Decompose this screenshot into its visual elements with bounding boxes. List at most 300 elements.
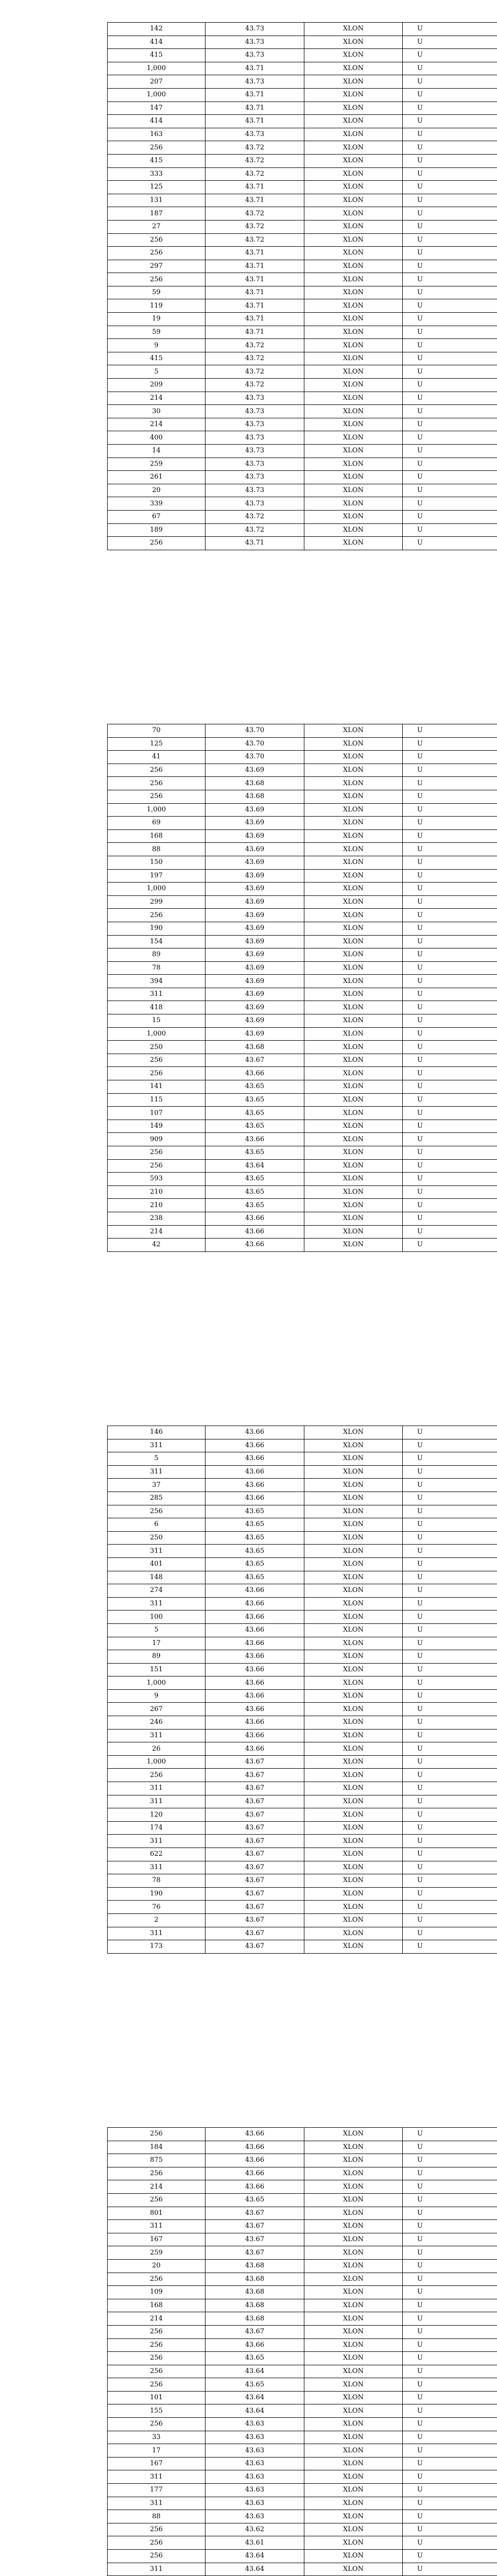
price-cell: 43.70 bbox=[205, 737, 304, 751]
venue-cell: XLON bbox=[304, 751, 403, 764]
price-cell: 43.66 bbox=[205, 1492, 304, 1505]
quantity-cell: 210 bbox=[108, 1199, 205, 1212]
extra-cell: U bbox=[403, 141, 497, 155]
table-row bbox=[108, 1239, 497, 1252]
extra-cell: U bbox=[403, 2404, 497, 2418]
venue-cell: XLON bbox=[304, 313, 403, 326]
venue-cell: XLON bbox=[304, 829, 403, 843]
price-cell: 43.73 bbox=[205, 418, 304, 431]
extra-cell: U bbox=[403, 484, 497, 497]
quantity-cell: 210 bbox=[108, 1185, 205, 1199]
quantity-cell: 125 bbox=[108, 737, 205, 751]
quantity-cell: 259 bbox=[108, 457, 205, 471]
venue-cell: XLON bbox=[304, 2273, 403, 2286]
quantity-cell: 214 bbox=[108, 2312, 205, 2326]
quantity-cell: 909 bbox=[108, 1133, 205, 1146]
table-row bbox=[108, 1041, 497, 1054]
price-cell: 43.69 bbox=[205, 803, 304, 817]
extra-cell: U bbox=[403, 365, 497, 379]
price-cell: 43.69 bbox=[205, 829, 304, 843]
venue-cell: XLON bbox=[304, 1782, 403, 1795]
extra-cell: U bbox=[403, 1637, 497, 1650]
venue-cell: XLON bbox=[304, 405, 403, 418]
price-cell: 43.66 bbox=[205, 2338, 304, 2352]
quantity-cell: 187 bbox=[108, 207, 205, 221]
price-cell: 43.71 bbox=[205, 260, 304, 273]
venue-cell: XLON bbox=[304, 1212, 403, 1225]
price-cell: 43.65 bbox=[205, 1120, 304, 1133]
table-row bbox=[108, 1054, 497, 1067]
extra-cell: U bbox=[403, 1239, 497, 1252]
venue-cell: XLON bbox=[304, 1835, 403, 1848]
quantity-cell: 311 bbox=[108, 1927, 205, 1940]
table-row bbox=[108, 233, 497, 247]
extra-cell: U bbox=[403, 1729, 497, 1742]
extra-cell: U bbox=[403, 286, 497, 299]
price-cell: 43.67 bbox=[205, 1940, 304, 1954]
venue-cell: XLON bbox=[304, 1637, 403, 1650]
venue-cell: XLON bbox=[304, 1676, 403, 1690]
quantity-cell: 30 bbox=[108, 405, 205, 418]
price-cell: 43.65 bbox=[205, 2378, 304, 2392]
venue-cell: XLON bbox=[304, 379, 403, 392]
price-cell: 43.71 bbox=[205, 181, 304, 194]
table-row bbox=[108, 88, 497, 101]
price-cell: 43.67 bbox=[205, 1795, 304, 1808]
venue-cell: XLON bbox=[304, 2431, 403, 2444]
extra-cell: U bbox=[403, 1808, 497, 1822]
extra-cell: U bbox=[403, 339, 497, 352]
venue-cell: XLON bbox=[304, 445, 403, 458]
table-row bbox=[108, 379, 497, 392]
price-cell: 43.65 bbox=[205, 1557, 304, 1571]
venue-cell: XLON bbox=[304, 2207, 403, 2220]
quantity-cell: 207 bbox=[108, 75, 205, 89]
quantity-cell: 311 bbox=[108, 1439, 205, 1452]
venue-cell: XLON bbox=[304, 1014, 403, 1028]
venue-cell: XLON bbox=[304, 115, 403, 128]
quantity-cell: 1,000 bbox=[108, 62, 205, 75]
venue-cell: XLON bbox=[304, 909, 403, 922]
table-row bbox=[108, 1821, 497, 1835]
table-row bbox=[108, 36, 497, 49]
table-row bbox=[108, 1027, 497, 1041]
quantity-cell: 149 bbox=[108, 1120, 205, 1133]
extra-cell: U bbox=[403, 2193, 497, 2207]
table-row bbox=[108, 1133, 497, 1146]
quantity-cell: 875 bbox=[108, 2154, 205, 2167]
quantity-cell: 311 bbox=[108, 1545, 205, 1558]
table-row bbox=[108, 1597, 497, 1611]
quantity-cell: 256 bbox=[108, 1769, 205, 1782]
extra-cell: U bbox=[403, 883, 497, 896]
extra-cell: U bbox=[403, 2246, 497, 2260]
table-row bbox=[108, 1557, 497, 1571]
venue-cell: XLON bbox=[304, 1611, 403, 1624]
quantity-cell: 5 bbox=[108, 365, 205, 379]
extra-cell: U bbox=[403, 471, 497, 484]
price-cell: 43.66 bbox=[205, 1584, 304, 1598]
price-cell: 43.63 bbox=[205, 2457, 304, 2470]
price-cell: 43.67 bbox=[205, 1913, 304, 1927]
extra-cell: U bbox=[403, 2273, 497, 2286]
extra-cell: U bbox=[403, 1874, 497, 1888]
venue-cell: XLON bbox=[304, 207, 403, 221]
table-row bbox=[108, 975, 497, 988]
venue-cell: XLON bbox=[304, 948, 403, 962]
venue-cell: XLON bbox=[304, 1199, 403, 1212]
extra-cell: U bbox=[403, 1835, 497, 1848]
venue-cell: XLON bbox=[304, 1755, 403, 1769]
trade-table-4 bbox=[107, 2127, 497, 2576]
price-cell: 43.66 bbox=[205, 1689, 304, 1703]
price-cell: 43.69 bbox=[205, 764, 304, 777]
table-row bbox=[108, 948, 497, 962]
extra-cell: U bbox=[403, 2418, 497, 2431]
extra-cell: U bbox=[403, 167, 497, 181]
venue-cell: XLON bbox=[304, 2180, 403, 2194]
quantity-cell: 256 bbox=[108, 2325, 205, 2338]
trade-table-body bbox=[108, 1426, 497, 1954]
venue-cell: XLON bbox=[304, 194, 403, 207]
table-row bbox=[108, 1426, 497, 1439]
extra-cell: U bbox=[403, 457, 497, 471]
venue-cell: XLON bbox=[304, 62, 403, 75]
quantity-cell: 400 bbox=[108, 431, 205, 445]
extra-cell: U bbox=[403, 1821, 497, 1835]
table-row bbox=[108, 2312, 497, 2326]
table-row bbox=[108, 1146, 497, 1160]
price-cell: 43.66 bbox=[205, 1623, 304, 1637]
quantity-cell: 125 bbox=[108, 181, 205, 194]
extra-cell: U bbox=[403, 445, 497, 458]
extra-cell: U bbox=[403, 510, 497, 523]
extra-cell: U bbox=[403, 431, 497, 445]
extra-cell: U bbox=[403, 537, 497, 550]
venue-cell: XLON bbox=[304, 2141, 403, 2154]
quantity-cell: 414 bbox=[108, 115, 205, 128]
quantity-cell: 256 bbox=[108, 537, 205, 550]
venue-cell: XLON bbox=[304, 1120, 403, 1133]
extra-cell: U bbox=[403, 1795, 497, 1808]
venue-cell: XLON bbox=[304, 1623, 403, 1637]
table-row bbox=[108, 2536, 497, 2550]
table-row bbox=[108, 1001, 497, 1014]
table-row bbox=[108, 2470, 497, 2484]
price-cell: 43.67 bbox=[205, 1861, 304, 1874]
venue-cell: XLON bbox=[304, 2457, 403, 2470]
venue-cell: XLON bbox=[304, 883, 403, 896]
quantity-cell: 1,000 bbox=[108, 88, 205, 101]
price-cell: 43.64 bbox=[205, 2550, 304, 2563]
price-cell: 43.61 bbox=[205, 2536, 304, 2550]
table-row bbox=[108, 1452, 497, 1466]
table-row bbox=[108, 1676, 497, 1690]
extra-cell: U bbox=[403, 1120, 497, 1133]
extra-cell: U bbox=[403, 2365, 497, 2378]
table-row bbox=[108, 2444, 497, 2458]
price-cell: 43.64 bbox=[205, 1159, 304, 1173]
table-row bbox=[108, 2233, 497, 2246]
table-row bbox=[108, 1901, 497, 1914]
quantity-cell: 311 bbox=[108, 2470, 205, 2484]
price-cell: 43.73 bbox=[205, 445, 304, 458]
price-cell: 43.68 bbox=[205, 2273, 304, 2286]
venue-cell: XLON bbox=[304, 2444, 403, 2458]
table-row bbox=[108, 790, 497, 803]
extra-cell: U bbox=[403, 2128, 497, 2141]
extra-cell: U bbox=[403, 1703, 497, 1716]
price-cell: 43.69 bbox=[205, 988, 304, 1001]
table-row bbox=[108, 2273, 497, 2286]
venue-cell: XLON bbox=[304, 2312, 403, 2326]
venue-cell: XLON bbox=[304, 1571, 403, 1584]
table-row bbox=[108, 167, 497, 181]
table-row bbox=[108, 1584, 497, 1598]
venue-cell: XLON bbox=[304, 365, 403, 379]
price-cell: 43.65 bbox=[205, 1093, 304, 1107]
price-cell: 43.73 bbox=[205, 405, 304, 418]
table-row bbox=[108, 194, 497, 207]
quantity-cell: 256 bbox=[108, 909, 205, 922]
price-cell: 43.66 bbox=[205, 1479, 304, 1492]
extra-cell: U bbox=[403, 497, 497, 511]
venue-cell: XLON bbox=[304, 1729, 403, 1742]
quantity-cell: 311 bbox=[108, 988, 205, 1001]
quantity-cell: 246 bbox=[108, 1716, 205, 1730]
quantity-cell: 5 bbox=[108, 1623, 205, 1637]
price-cell: 43.73 bbox=[205, 457, 304, 471]
extra-cell: U bbox=[403, 2563, 497, 2576]
quantity-cell: 120 bbox=[108, 1808, 205, 1822]
quantity-cell: 177 bbox=[108, 2484, 205, 2497]
extra-cell: U bbox=[403, 2286, 497, 2299]
price-cell: 43.67 bbox=[205, 1769, 304, 1782]
extra-cell: U bbox=[403, 1041, 497, 1054]
quantity-cell: 333 bbox=[108, 167, 205, 181]
extra-cell: U bbox=[403, 1557, 497, 1571]
venue-cell: XLON bbox=[304, 2484, 403, 2497]
table-row bbox=[108, 286, 497, 299]
table-row bbox=[108, 299, 497, 313]
trade-table-2 bbox=[107, 724, 497, 1252]
table-row bbox=[108, 909, 497, 922]
price-cell: 43.63 bbox=[205, 2497, 304, 2510]
price-cell: 43.69 bbox=[205, 1014, 304, 1028]
table-row bbox=[108, 418, 497, 431]
table-row bbox=[108, 445, 497, 458]
quantity-cell: 119 bbox=[108, 299, 205, 313]
extra-cell: U bbox=[403, 1159, 497, 1173]
venue-cell: XLON bbox=[304, 233, 403, 247]
price-cell: 43.67 bbox=[205, 1927, 304, 1940]
table-row bbox=[108, 2404, 497, 2418]
extra-cell: U bbox=[403, 2510, 497, 2523]
extra-cell: U bbox=[403, 2220, 497, 2233]
extra-cell: U bbox=[403, 1887, 497, 1901]
price-cell: 43.67 bbox=[205, 1835, 304, 1848]
quantity-cell: 151 bbox=[108, 1663, 205, 1676]
quantity-cell: 5 bbox=[108, 1452, 205, 1466]
quantity-cell: 394 bbox=[108, 975, 205, 988]
extra-cell: U bbox=[403, 856, 497, 869]
extra-cell: U bbox=[403, 2378, 497, 2392]
quantity-cell: 297 bbox=[108, 260, 205, 273]
price-cell: 43.72 bbox=[205, 510, 304, 523]
price-cell: 43.67 bbox=[205, 2207, 304, 2220]
table-row bbox=[108, 2286, 497, 2299]
venue-cell: XLON bbox=[304, 101, 403, 115]
quantity-cell: 148 bbox=[108, 1571, 205, 1584]
quantity-cell: 299 bbox=[108, 895, 205, 909]
price-cell: 43.66 bbox=[205, 1426, 304, 1439]
price-cell: 43.66 bbox=[205, 2180, 304, 2194]
extra-cell: U bbox=[403, 2259, 497, 2273]
quantity-cell: 167 bbox=[108, 2233, 205, 2246]
venue-cell: XLON bbox=[304, 2470, 403, 2484]
table-row bbox=[108, 2325, 497, 2338]
venue-cell: XLON bbox=[304, 497, 403, 511]
table-row bbox=[108, 1887, 497, 1901]
table-row bbox=[108, 247, 497, 260]
table-row bbox=[108, 961, 497, 975]
extra-cell: U bbox=[403, 88, 497, 101]
quantity-cell: 41 bbox=[108, 751, 205, 764]
venue-cell: XLON bbox=[304, 36, 403, 49]
table-row bbox=[108, 1637, 497, 1650]
quantity-cell: 311 bbox=[108, 2220, 205, 2233]
table-row bbox=[108, 2510, 497, 2523]
table-row bbox=[108, 1755, 497, 1769]
venue-cell: XLON bbox=[304, 286, 403, 299]
venue-cell: XLON bbox=[304, 1107, 403, 1120]
venue-cell: XLON bbox=[304, 1146, 403, 1160]
quantity-cell: 88 bbox=[108, 2510, 205, 2523]
venue-cell: XLON bbox=[304, 1861, 403, 1874]
price-cell: 43.69 bbox=[205, 1027, 304, 1041]
price-cell: 43.65 bbox=[205, 1545, 304, 1558]
price-cell: 43.71 bbox=[205, 286, 304, 299]
quantity-cell: 593 bbox=[108, 1173, 205, 1186]
table-row bbox=[108, 2378, 497, 2392]
extra-cell: U bbox=[403, 2444, 497, 2458]
extra-cell: U bbox=[403, 49, 497, 62]
extra-cell: U bbox=[403, 2431, 497, 2444]
quantity-cell: 311 bbox=[108, 2497, 205, 2510]
venue-cell: XLON bbox=[304, 1545, 403, 1558]
table-row bbox=[108, 23, 497, 36]
quantity-cell: 147 bbox=[108, 101, 205, 115]
venue-cell: XLON bbox=[304, 1913, 403, 1927]
extra-cell: U bbox=[403, 2352, 497, 2365]
table-row bbox=[108, 935, 497, 948]
price-cell: 43.64 bbox=[205, 2391, 304, 2404]
quantity-cell: 250 bbox=[108, 1041, 205, 1054]
table-row bbox=[108, 1848, 497, 1861]
table-row bbox=[108, 1611, 497, 1624]
table-row bbox=[108, 457, 497, 471]
price-cell: 43.67 bbox=[205, 1848, 304, 1861]
table-row bbox=[108, 1173, 497, 1186]
venue-cell: XLON bbox=[304, 418, 403, 431]
quantity-cell: 20 bbox=[108, 484, 205, 497]
price-cell: 43.67 bbox=[205, 1901, 304, 1914]
price-cell: 43.63 bbox=[205, 2444, 304, 2458]
extra-cell: U bbox=[403, 803, 497, 817]
venue-cell: XLON bbox=[304, 2220, 403, 2233]
extra-cell: U bbox=[403, 1212, 497, 1225]
venue-cell: XLON bbox=[304, 23, 403, 36]
quantity-cell: 101 bbox=[108, 2391, 205, 2404]
price-cell: 43.67 bbox=[205, 1887, 304, 1901]
price-cell: 43.71 bbox=[205, 326, 304, 339]
venue-cell: XLON bbox=[304, 181, 403, 194]
price-cell: 43.65 bbox=[205, 1199, 304, 1212]
table-row bbox=[108, 1729, 497, 1742]
quantity-cell: 339 bbox=[108, 497, 205, 511]
price-cell: 43.67 bbox=[205, 1054, 304, 1067]
venue-cell: XLON bbox=[304, 961, 403, 975]
table-row bbox=[108, 2154, 497, 2167]
table-row bbox=[108, 2563, 497, 2576]
venue-cell: XLON bbox=[304, 1808, 403, 1822]
venue-cell: XLON bbox=[304, 869, 403, 883]
trade-table-1 bbox=[107, 22, 497, 550]
price-cell: 43.63 bbox=[205, 2510, 304, 2523]
price-cell: 43.66 bbox=[205, 1239, 304, 1252]
table-row bbox=[108, 1159, 497, 1173]
quantity-cell: 259 bbox=[108, 2246, 205, 2260]
quantity-cell: 37 bbox=[108, 1479, 205, 1492]
extra-cell: U bbox=[403, 1848, 497, 1861]
venue-cell: XLON bbox=[304, 803, 403, 817]
venue-cell: XLON bbox=[304, 1041, 403, 1054]
venue-cell: XLON bbox=[304, 141, 403, 155]
price-cell: 43.72 bbox=[205, 365, 304, 379]
price-cell: 43.62 bbox=[205, 2523, 304, 2536]
price-cell: 43.65 bbox=[205, 1173, 304, 1186]
table-row bbox=[108, 1014, 497, 1028]
quantity-cell: 33 bbox=[108, 2431, 205, 2444]
price-cell: 43.66 bbox=[205, 1133, 304, 1146]
quantity-cell: 256 bbox=[108, 2378, 205, 2392]
table-row bbox=[108, 869, 497, 883]
extra-cell: U bbox=[403, 764, 497, 777]
price-cell: 43.73 bbox=[205, 36, 304, 49]
quantity-cell: 168 bbox=[108, 829, 205, 843]
quantity-cell: 414 bbox=[108, 36, 205, 49]
quantity-cell: 89 bbox=[108, 948, 205, 962]
table-row bbox=[108, 1531, 497, 1545]
venue-cell: XLON bbox=[304, 431, 403, 445]
venue-cell: XLON bbox=[304, 2338, 403, 2352]
table-row bbox=[108, 1465, 497, 1479]
extra-cell: U bbox=[403, 1067, 497, 1080]
table-row bbox=[108, 1782, 497, 1795]
extra-cell: U bbox=[403, 115, 497, 128]
price-cell: 43.73 bbox=[205, 23, 304, 36]
extra-cell: U bbox=[403, 817, 497, 830]
extra-cell: U bbox=[403, 1027, 497, 1041]
extra-cell: U bbox=[403, 1940, 497, 1954]
table-row bbox=[108, 207, 497, 221]
price-cell: 43.65 bbox=[205, 1185, 304, 1199]
extra-cell: U bbox=[403, 1146, 497, 1160]
venue-cell: XLON bbox=[304, 2550, 403, 2563]
extra-cell: U bbox=[403, 1452, 497, 1466]
venue-cell: XLON bbox=[304, 2259, 403, 2273]
quantity-cell: 256 bbox=[108, 233, 205, 247]
